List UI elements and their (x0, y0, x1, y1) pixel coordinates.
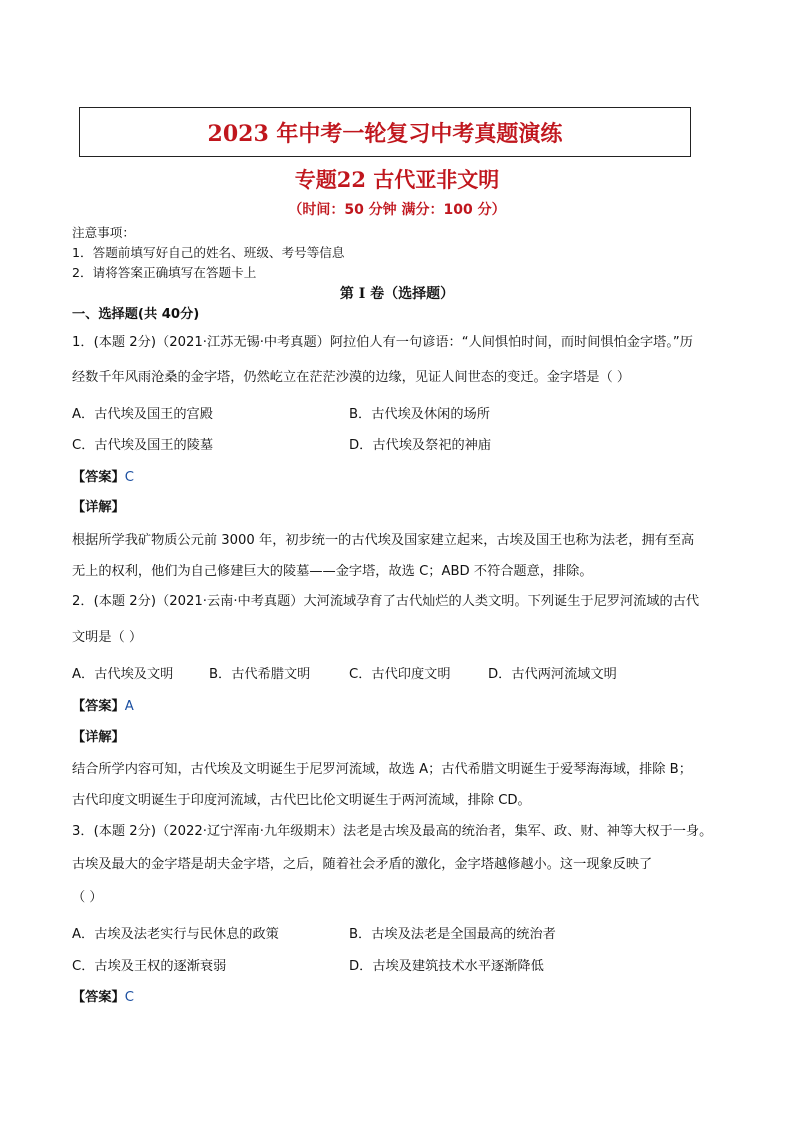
question-stem: 3．(本题 2分)（2022·辽宁浑南·九年级期末）法老是古埃及最高的统治者，集军、政、财、神等大权于一身。 (72, 824, 713, 839)
document-subtitle: 专题22 古代亚非文明 (294, 167, 500, 192)
question-stem: 2．(本题 2分)（2021·云南·中考真题）大河流域孕育了古代灿烂的人类文明。下列诞生于尼罗河流域的古代 (72, 594, 700, 609)
option-b: B．古代希腊文明 (209, 667, 311, 682)
option-c: C．古代印度文明 (349, 667, 451, 682)
title-box (79, 107, 691, 157)
answer-value: A (124, 699, 134, 714)
question-stem: 经数千年风雨沧桑的金字塔，仍然屹立在茫茫沙漠的边缘，见证人间世态的变迁。金字塔是（ ） (72, 370, 631, 385)
volume-title: 第 I 卷（选择题） (339, 286, 455, 302)
note-item: 1．答题前填写好自己的姓名、班级、考号等信息 (72, 245, 345, 260)
option-d: D．古埃及建筑技术水平逐渐降低 (349, 959, 544, 974)
answer-value: C (124, 470, 134, 485)
option-d: D．古代两河流域文明 (488, 667, 617, 682)
option-a: A．古代埃及文明 (72, 667, 174, 682)
notes-heading: 注意事项： (72, 225, 135, 240)
question-stem: 文明是（ ） (72, 630, 143, 645)
detail-text: 古代印度文明诞生于印度河流域，古代巴比伦文明诞生于两河流域，排除 CD。 (72, 793, 531, 808)
answer-row (72, 986, 134, 1005)
answer-label: 【答案】 (72, 699, 125, 714)
time-info: （时间：50 分钟 满分：100 分） (288, 202, 506, 218)
question-stem: 1．(本题 2分)（2021·江苏无锡·中考真题）阿拉伯人有一句谚语：“人间惧怕时间，而时间惧怕金字塔。”历 (72, 335, 693, 350)
document-title: 2023 年中考一轮复习中考真题演练 (207, 120, 563, 147)
answer-value: C (124, 990, 134, 1005)
answer-label: 【答案】 (72, 990, 125, 1005)
detail-label: 【详解】 (72, 500, 125, 515)
detail-text: 无上的权利，他们为自己修建巨大的陵墓——金字塔，故选 C；ABD 不符合题意，排除。 (72, 564, 593, 579)
option-b: B．古埃及法老是全国最高的统治者 (349, 927, 556, 942)
option-c: C．古埃及王权的逐渐衰弱 (72, 959, 227, 974)
answer-label: 【答案】 (72, 470, 125, 485)
option-a: A．古埃及法老实行与民休息的政策 (72, 927, 279, 942)
note-item: 2．请将答案正确填写在答题卡上 (72, 265, 257, 280)
answer-row (72, 695, 134, 714)
detail-label: 【详解】 (72, 730, 125, 745)
option-b: B．古代埃及休闲的场所 (349, 407, 490, 422)
option-a: A．古代埃及国王的宫殿 (72, 407, 213, 422)
question-stem: （ ） (72, 890, 103, 905)
option-d: D．古代埃及祭祀的神庙 (349, 438, 492, 453)
option-c: C．古代埃及国王的陵墓 (72, 438, 214, 453)
question-stem: 古埃及最大的金字塔是胡夫金字塔，之后，随着社会矛盾的激化，金字塔越修越小。这一现象反映了 (72, 857, 653, 872)
detail-text: 结合所学内容可知，古代埃及文明诞生于尼罗河流域，故选 A；古代希腊文明诞生于爱琴海海域，排除 B； (72, 762, 692, 777)
section-title: 一、选择题(共 40分) (72, 307, 200, 322)
detail-text: 根据所学我矿物质公元前 3000 年，初步统一的古代埃及国家建立起来，古埃及国王也称为法老，拥有至高 (72, 533, 695, 548)
answer-row (72, 466, 134, 485)
